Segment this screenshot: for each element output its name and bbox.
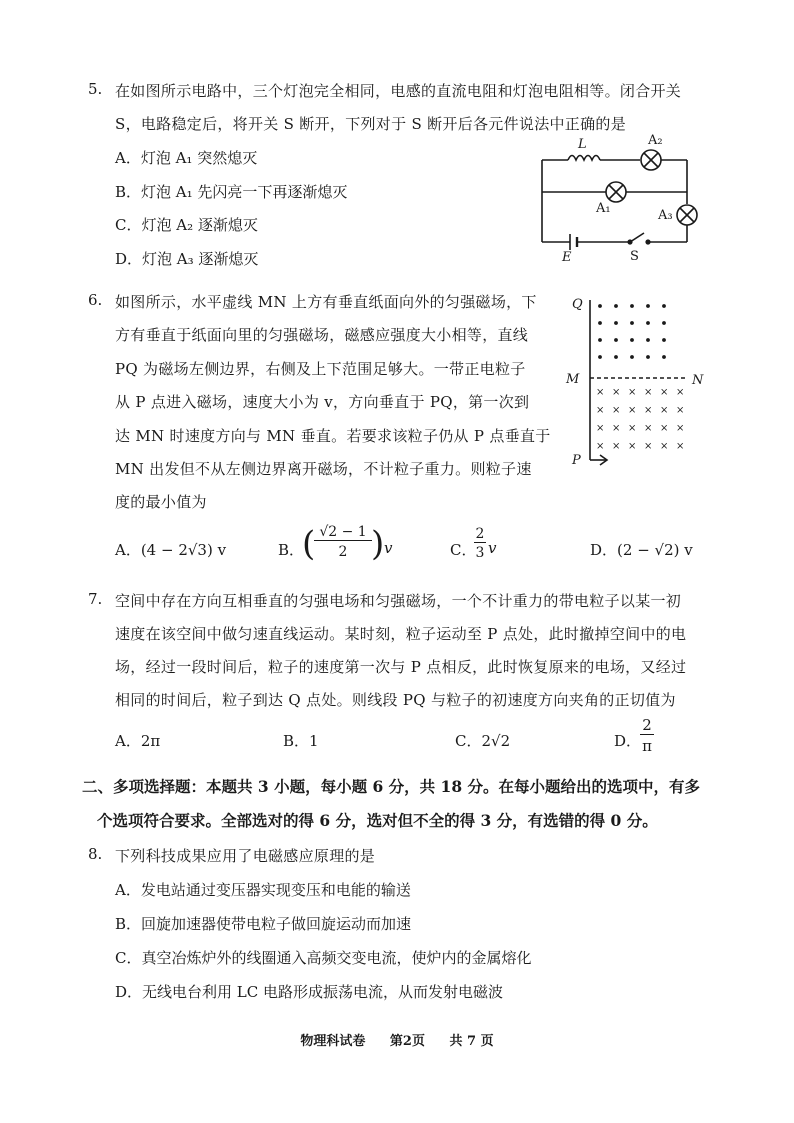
- field-cross: ×: [660, 405, 669, 416]
- field-dot: [646, 355, 650, 359]
- page-footer: [0, 1030, 794, 1049]
- field-cross: ×: [612, 441, 621, 452]
- field-cross: ×: [612, 387, 621, 398]
- footer-page-number: 第2页: [389, 1034, 425, 1049]
- option-d-label: D．: [614, 732, 642, 750]
- field-cross: ×: [628, 405, 637, 416]
- label-p: P: [572, 453, 581, 468]
- field-cross: ×: [628, 441, 637, 452]
- question-5-number: 5.: [88, 80, 103, 98]
- section-2-heading-line-2: 个选项符合要求。全部选对的得 6 分，选对但不全的得 3 分，有选错的得 0 分。: [97, 811, 658, 830]
- field-into-page-crosses: [596, 387, 684, 452]
- field-dot: [646, 338, 650, 342]
- field-dot: [630, 304, 634, 308]
- field-cross: ×: [596, 441, 605, 452]
- inductor-coil: [568, 156, 600, 161]
- option-d-numerator: 2: [640, 716, 654, 735]
- label-l: L: [578, 137, 587, 152]
- field-cross: ×: [612, 405, 621, 416]
- question-7-stem-line-1: 空间中存在方向互相垂直的匀强电场和匀强磁场，一个不计重力的带电粒子以某一初: [115, 592, 682, 610]
- field-cross: ×: [644, 423, 653, 434]
- question-7-stem-line-4: 相同的时间后，粒子到达 Q 点处。则线段 PQ 与粒子的初速度方向夹角的正切值为: [115, 691, 676, 709]
- field-dot: [662, 338, 666, 342]
- question-6-stem-line-6: MN 出发但不从左侧边界离开磁场，不计粒子重力。则粒子速: [115, 460, 532, 478]
- question-5-option-c: C．灯泡 A₂ 逐渐熄灭: [115, 216, 258, 234]
- field-cross: ×: [660, 441, 669, 452]
- question-6-stem-line-7: 度的最小值为: [115, 493, 207, 511]
- question-6-stem-line-2: 方有垂直于纸面向里的匀强磁场，磁感应强度大小相等，直线: [115, 326, 529, 344]
- footer-total-pages: 共 7 页: [449, 1034, 494, 1049]
- option-c-label: C．: [450, 541, 477, 559]
- section-2-heading-line-1: 二、多项选择题：本题共 3 小题，每小题 6 分，共 18 分。在每小题给出的选项中，有多: [82, 777, 701, 796]
- label-n: N: [692, 373, 704, 388]
- field-dot: [614, 355, 618, 359]
- field-dot: [598, 338, 602, 342]
- field-cross: ×: [596, 387, 605, 398]
- question-7-stem-line-2: 速度在该空间中做匀速直线运动。某时刻，粒子运动至 P 点处，此时撤掉空间中的电: [115, 625, 687, 643]
- field-cross: ×: [644, 441, 653, 452]
- footer-subject: 物理科试卷: [300, 1034, 366, 1049]
- option-b-label: B．: [278, 541, 305, 559]
- question-7-option-b: B．1: [283, 732, 319, 750]
- left-paren: (: [302, 524, 316, 564]
- question-5-option-b: B．灯泡 A₁ 先闪亮一下再逐渐熄灭: [115, 183, 348, 201]
- field-cross: ×: [676, 441, 685, 452]
- question-6-stem-line-5: 达 MN 时速度方向与 MN 垂直。若要求该粒子仍从 P 点垂直于: [115, 427, 551, 445]
- field-dot: [598, 355, 602, 359]
- question-6-stem-line-1: 如图所示，水平虚线 MN 上方有垂直纸面向外的匀强磁场，下: [115, 293, 537, 311]
- label-e: E: [562, 250, 572, 264]
- label-a1: A₁: [596, 201, 611, 216]
- field-dot: [662, 321, 666, 325]
- question-6-number: 6.: [88, 291, 103, 309]
- field-cross: ×: [660, 387, 669, 398]
- question-6-option-d: D．(2 − √2) v: [590, 541, 693, 559]
- question-5-stem-line-1: 在如图所示电路中，三个灯泡完全相同，电感的直流电阻和灯泡电阻相等。闭合开关: [115, 82, 682, 100]
- question-8-option-d: D．无线电台利用 LC 电路形成振荡电流，从而发射电磁波: [115, 983, 504, 1001]
- field-cross: ×: [596, 423, 605, 434]
- field-dot: [630, 321, 634, 325]
- option-d-denominator: π: [642, 737, 652, 755]
- switch-lever: [630, 233, 644, 242]
- question-6-stem-line-4: 从 P 点进入磁场，速度大小为 v，方向垂直于 PQ，第一次到: [115, 393, 530, 411]
- field-dot: [614, 304, 618, 308]
- label-a2: A₂: [648, 133, 663, 148]
- field-out-of-page-dots: [598, 304, 666, 359]
- option-b-denominator: 2: [338, 544, 348, 560]
- field-dot: [598, 304, 602, 308]
- field-dot: [614, 321, 618, 325]
- question-8-option-c: C．真空冶炼炉外的线圈通入高频交变电流，使炉内的金属熔化: [115, 949, 532, 967]
- question-7-stem-line-3: 场，经过一段时间后，粒子的速度第一次与 P 点相反，此时恢复原来的电场，又经过: [115, 658, 687, 676]
- question-8-option-a: A．发电站通过变压器实现变压和电能的输送: [115, 881, 411, 899]
- field-cross: ×: [644, 387, 653, 398]
- label-q: Q: [572, 297, 583, 312]
- field-dot: [630, 338, 634, 342]
- label-m: M: [566, 372, 580, 387]
- field-dot: [662, 304, 666, 308]
- field-cross: ×: [676, 387, 685, 398]
- question-5-option-a: A．灯泡 A₁ 突然熄灭: [115, 149, 258, 167]
- field-cross: ×: [612, 423, 621, 434]
- right-paren: ): [371, 524, 385, 564]
- field-dot: [646, 321, 650, 325]
- field-dot: [646, 304, 650, 308]
- option-b-v: v: [384, 539, 393, 557]
- magnetic-field-diagram: [560, 292, 710, 470]
- field-cross: ×: [644, 405, 653, 416]
- field-dot: [630, 355, 634, 359]
- question-6-option-a: A．(4 − 2√3) v: [115, 541, 227, 559]
- label-a3: A₃: [658, 208, 673, 223]
- circuit-diagram: [530, 132, 700, 264]
- question-5-stem-line-2: S，电路稳定后，将开关 S 断开，下列对于 S 断开后各元件说法中正确的是: [115, 115, 627, 133]
- question-7-number: 7.: [88, 590, 103, 608]
- question-8-stem: 下列科技成果应用了电磁感应原理的是: [115, 847, 376, 865]
- question-8-number: 8.: [88, 845, 103, 863]
- option-b-numerator: √2 − 1: [314, 524, 372, 541]
- question-8-option-b: B．回旋加速器使带电粒子做回旋运动而加速: [115, 915, 412, 933]
- field-dot: [662, 355, 666, 359]
- field-cross: ×: [660, 423, 669, 434]
- option-c-denominator: 3: [475, 545, 485, 561]
- field-dot: [598, 321, 602, 325]
- question-7-option-c: C．2√2: [455, 732, 511, 750]
- question-7-option-a: A．2π: [115, 732, 161, 750]
- field-dot: [614, 338, 618, 342]
- field-cross: ×: [628, 387, 637, 398]
- field-cross: ×: [596, 405, 605, 416]
- field-cross: ×: [676, 423, 685, 434]
- label-s: S: [630, 249, 639, 264]
- question-6-stem-line-3: PQ 为磁场左侧边界，右侧及上下范围足够大。一带正电粒子: [115, 360, 526, 378]
- option-c-v: v: [488, 539, 497, 557]
- option-c-numerator: 2: [475, 526, 485, 542]
- field-cross: ×: [628, 423, 637, 434]
- question-5-option-d: D．灯泡 A₃ 逐渐熄灭: [115, 250, 259, 268]
- field-cross: ×: [676, 405, 685, 416]
